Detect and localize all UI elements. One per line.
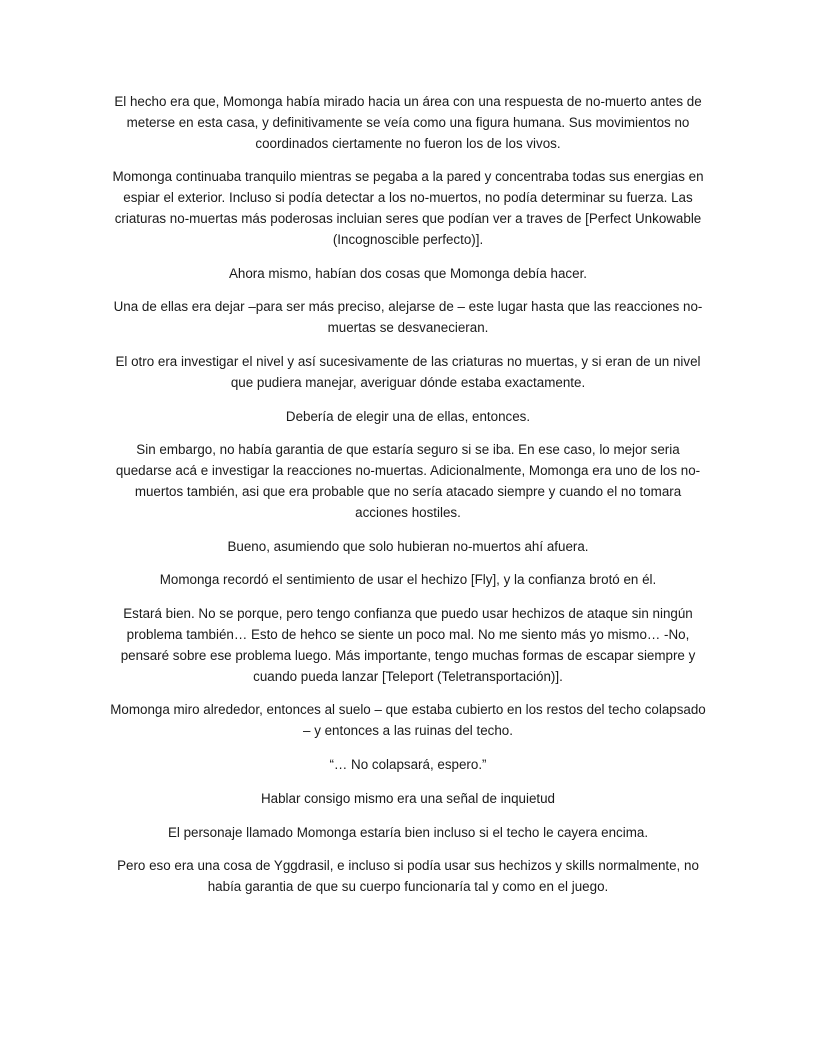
paragraph: Bueno, asumiendo que solo hubieran no-muertos ahí afuera. xyxy=(227,538,589,554)
paragraph: Debería de elegir una de ellas, entonces. xyxy=(285,408,531,424)
paragraph: Ahora mismo, habían dos cosas que Momonga debía hacer. xyxy=(228,265,588,281)
paragraph: Sin embargo, no había garantia de que estaría seguro si se iba. En ese caso, lo mejor seria quedarse acá e investigar la reacciones no-muertas. Adicionalmente, Momonga era uno de los no-muertos también, asi que era probable que no sería atacado siempre y cuando el no tomara acciones hostiles. xyxy=(115,442,701,520)
paragraph: Momonga miro alrededor, entonces al suelo – que estaba cubierto en los restos del techo colapsado – y entonces a las ruinas del techo. xyxy=(110,702,706,739)
paragraph: Una de ellas era dejar –para ser más preciso, alejarse de – este lugar hasta que las reacciones no-muertas se desvanecieran. xyxy=(113,299,703,336)
paragraph: Momonga recordó el sentimiento de usar el hechizo [Fly], y la confianza brotó en él. xyxy=(159,572,657,588)
paragraph: El hecho era que, Momonga había mirado hacia un área con una respuesta de no-muerto antes de meterse en esta casa, y definitivamente se veía como una figura humana. Sus movimientos no coordinados ciertamente no fueron los de los vivos. xyxy=(114,94,702,151)
paragraph: Pero eso era una cosa de Yggdrasil, e incluso si podía usar sus hechizos y skills normalmente, no había garantia de que su cuerpo funcionaría tal y como en el juego. xyxy=(117,858,699,895)
document-body xyxy=(108,92,708,911)
paragraph: El personaje llamado Momonga estaría bien incluso si el techo le cayera encima. xyxy=(167,824,649,840)
paragraph: Momonga continuaba tranquilo mientras se pegaba a la pared y concentraba todas sus energias en espiar el exterior. Incluso si podía detectar a los no-muertos, no podía determinar su fuerza. Las criaturas no-muertas más poderosas incluian seres que podían ver a traves de [Perfect Unkowable (Incognoscible perfecto)]. xyxy=(112,169,704,247)
paragraph: Estará bien. No se porque, pero tengo confianza que puedo usar hechizos de ataque sin ningún problema también… Esto de hehco se siente un poco mal. No me siento más yo mismo… -No, pensaré sobre ese problema luego. Más importante, tengo muchas formas de escapar siempre y cuando pueda lanzar [Teleport (Teletransportación)]. xyxy=(120,606,696,684)
paragraph: “… No colapsará, espero.” xyxy=(329,756,487,772)
paragraph: El otro era investigar el nivel y así sucesivamente de las criaturas no muertas, y si eran de un nivel que pudiera manejar, averiguar dónde estaba exactamente. xyxy=(115,353,701,390)
paragraph: Hablar consigo mismo era una señal de inquietud xyxy=(260,790,556,806)
